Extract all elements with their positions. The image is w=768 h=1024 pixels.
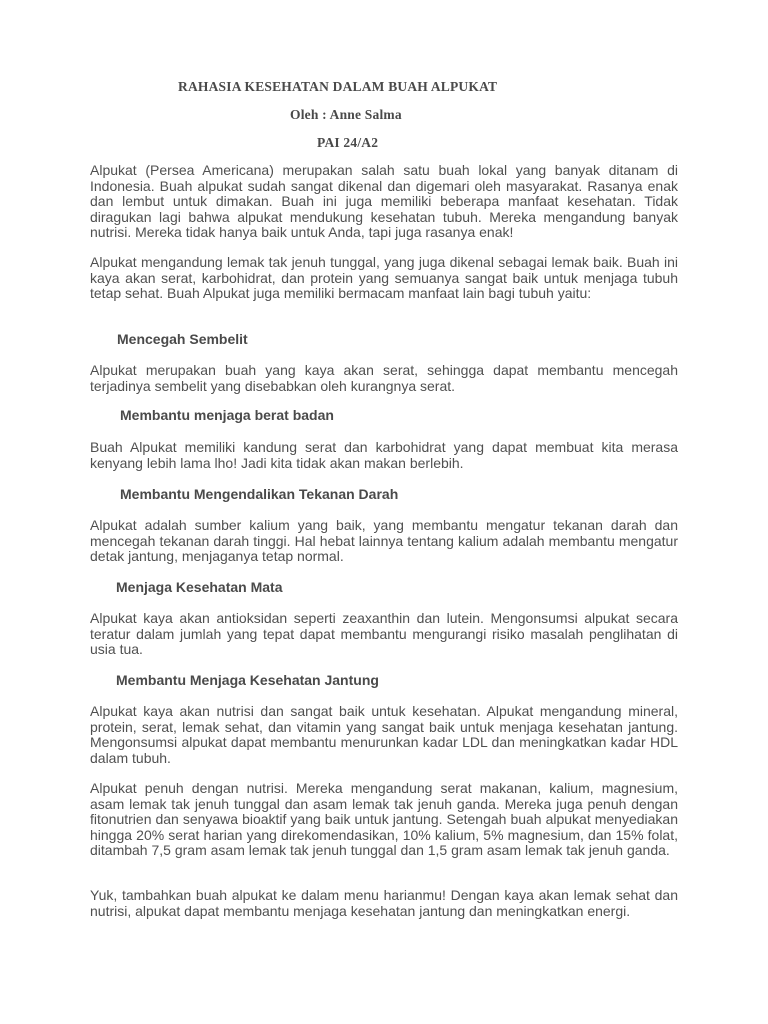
- document-title: RAHASIA KESEHATAN DALAM BUAH ALPUKAT: [178, 79, 498, 94]
- section-body-mata: Alpukat kaya akan antioksidan seperti zeaxanthin dan lutein. Mengonsumsi alpukat secara teratur dalam jumlah yang tepat dapat membantu mengurangi risiko masalah penglihatan di usia tua.: [90, 610, 678, 658]
- section-body-berat-badan: Buah Alpukat memiliki kandung serat dan karbohidrat yang dapat membuat kita merasa kenyang lebih lama lho! Jadi kita tidak akan makan berlebih.: [90, 439, 678, 471]
- intro-paragraph-1: Alpukat (Persea Americana) merupakan salah satu buah lokal yang banyak ditanam di Indonesia. Buah alpukat sudah sangat dikenal dan digemari oleh masyarakat. Rasanya enak dan lembut untuk dimakan. Buah ini juga memiliki beberapa manfaat kesehatan. Tidak diragukan lagi bahwa alpukat mendukung kesehatan tubuh. Mereka mengandung banyak nutrisi. Mereka tidak hanya baik untuk Anda, tapi juga rasanya enak!: [90, 162, 678, 241]
- intro-paragraph-2: Alpukat mengandung lemak tak jenuh tunggal, yang juga dikenal sebagai lemak baik. Buah ini kaya akan serat, karbohidrat, dan protein yang semuanya sangat baik untuk menjaga tubuh tetap sehat. Buah Alpukat juga memiliki bermacam manfaat lain bagi tubuh yaitu:: [90, 254, 678, 302]
- section-body-jantung: Alpukat kaya akan nutrisi dan sangat baik untuk kesehatan. Alpukat mengandung mineral, protein, serat, lemak sehat, dan vitamin yang sangat baik untuk menjaga kesehatan jantung. Mengonsumsi alpukat dapat membantu menurunkan kadar LDL dan meningkatkan kadar HDL dalam tubuh.: [90, 703, 678, 766]
- closing-paragraph-2: Yuk, tambahkan buah alpukat ke dalam menu harianmu! Dengan kaya akan lemak sehat dan nutrisi, alpukat dapat membantu menjaga kesehatan jantung dan meningkatkan energi.: [90, 887, 678, 919]
- class-code: PAI 24/A2: [317, 135, 379, 150]
- section-heading-jantung: Membantu Menjaga Kesehatan Jantung: [116, 672, 379, 688]
- section-body-tekanan-darah: Alpukat adalah sumber kalium yang baik, yang membantu mengatur tekanan darah dan mencegah tekanan darah tinggi. Hal hebat lainnya tentang kalium adalah membantu mengatur detak jantung, menjaganya tetap normal.: [90, 517, 678, 565]
- section-body-sembelit: Alpukat merupakan buah yang kaya akan serat, sehingga dapat membantu mencegah terjadinya sembelit yang disebabkan oleh kurangnya serat.: [90, 362, 678, 394]
- document-author: Oleh : Anne Salma: [290, 107, 402, 122]
- section-heading-berat-badan: Membantu menjaga berat badan: [120, 407, 334, 423]
- section-heading-sembelit: Mencegah Sembelit: [117, 331, 248, 347]
- closing-paragraph-1: Alpukat penuh dengan nutrisi. Mereka mengandung serat makanan, kalium, magnesium, asam lemak tak jenuh tunggal dan asam lemak tak jenuh ganda. Mereka juga penuh dengan fitonutrien dan senyawa bioaktif yang baik untuk jantung. Setengah buah alpukat menyediakan hingga 20% serat harian yang direkomendasikan, 10% kalium, 5% magnesium, dan 15% folat, ditambah 7,5 gram asam lemak tak jenuh tunggal dan 1,5 gram asam lemak tak jenuh ganda.: [90, 780, 678, 859]
- section-heading-mata: Menjaga Kesehatan Mata: [116, 579, 283, 595]
- section-heading-tekanan-darah: Membantu Mengendalikan Tekanan Darah: [120, 486, 399, 502]
